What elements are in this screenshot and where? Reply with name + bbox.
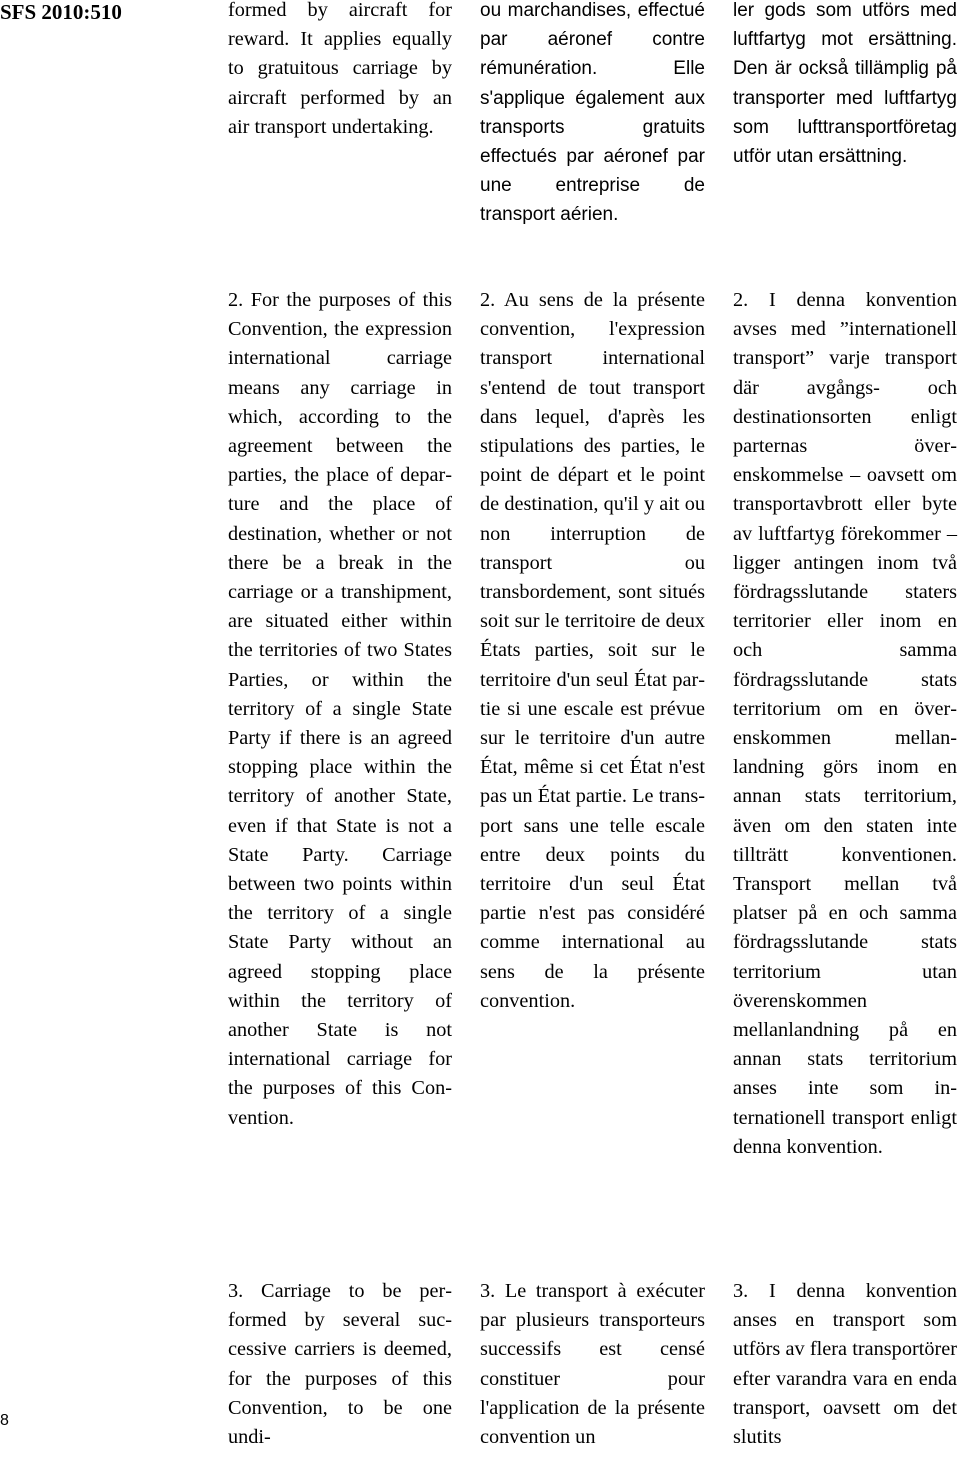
paragraph-english-2 xyxy=(228,286,452,1133)
paragraph-swedish-1 xyxy=(733,0,957,171)
paragraph-english-1 xyxy=(228,0,452,142)
paragraph-text: formed by aircraft for reward. It applies equally to gratuitous carriage by aircraft performed by an air transport undertaking. xyxy=(228,0,452,138)
paragraph-french-3 xyxy=(480,1277,705,1452)
page-number: 8 xyxy=(0,1412,9,1429)
paragraph-french-2 xyxy=(480,286,705,1016)
paragraph-swedish-2 xyxy=(733,286,957,1162)
paragraph-text: 3. I denna konvention anses en transport som utförs av flera transportörer efter varandra vara en enda transport, oavsett om det slutits xyxy=(733,1280,957,1449)
paragraph-swedish-3 xyxy=(733,1277,957,1452)
document-reference: SFS 2010:510 xyxy=(0,0,122,24)
paragraph-text: 2. For the purposes of this Convention, the expression international carriage means any carriage in which, according to the agreement between the parties, the place of departure and the place of destination, whether or not there be a break in the carriage or a transhipment, are situated either within the territories of two States Parties, or within the territory of a single State Party if there is an agreed stopping place within the territory of another State, even if that State is not a State Party. Carriage between two points within the territory of a single State Party without an agreed stopping place within the territory of another State is not international carriage for the purposes of this Convention. xyxy=(228,289,452,1129)
paragraph-text: 2. I denna konvention avses med ”internationell transport” varje transport där avgångs- och destinationsorten enligt parternas överenskommelse – oavsett om transportavbrott eller byte av luftfartyg förekommer – ligger antingen inom två fördragsslutande staters territorier eller inom en och samma fördragsslutande stats territorium om en överenskommen mellanlandning görs inom en annan stats territorium, även om den staten inte tillträtt konventionen. Transport mellan två platser på en och samma fördragsslutande stats territorium utan överenskommen mellanlandning på en annan stats territorium anses inte som internationell transport enligt denna konvention. xyxy=(733,289,957,1158)
paragraph-text: 3. Le transport à exécuter par plusieurs transporteurs successifs est censé constituer pour l'application de la présente convention un xyxy=(480,1280,705,1449)
paragraph-text: 2. Au sens de la présente convention, l'expression transport international s'entend de tout transport dans lequel, d'après les stipulations des parties, le point de départ et le point de destination, qu'il y ait ou non interruption de transport ou transbordement, sont situés soit sur le territoire de deux États parties, soit sur le territoire d'un seul État partie si une escale est prévue sur le territoire d'un autre État, même si cet État n'est pas un État partie. Le transport sans une telle escale entre deux points du territoire d'un seul État partie n'est pas considéré comme international au sens de la présente convention. xyxy=(480,289,705,1012)
paragraph-text: ou marchandises, effectué par aéronef contre rémunération. Elle s'applique également aux transports gratuits effectués par aéronef par une entreprise de transport aérien. xyxy=(480,0,705,226)
paragraph-english-3 xyxy=(228,1277,452,1452)
paragraph-text: 3. Carriage to be performed by several successive carriers is deemed, for the purposes of this Convention, to be one undi- xyxy=(228,1280,452,1449)
paragraph-text: ler gods som utförs med luftfartyg mot ersättning. Den är också tillämplig på transporter med luftfartyg som lufttransportföretag utför utan ersättning. xyxy=(733,0,957,168)
paragraph-french-1 xyxy=(480,0,705,230)
